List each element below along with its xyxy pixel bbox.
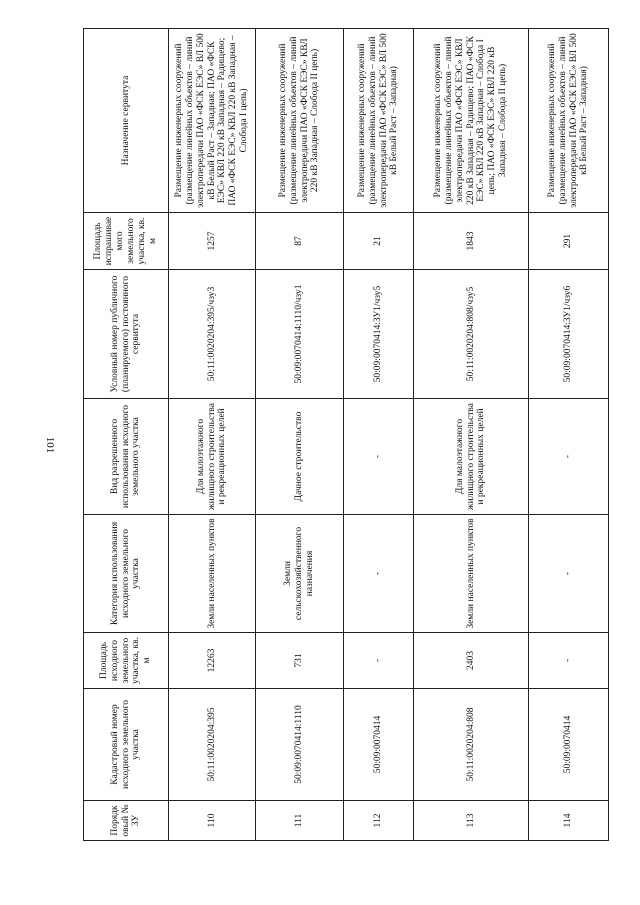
table-row — [169, 29, 256, 841]
cell-src-area: - — [529, 633, 609, 689]
table-row — [256, 29, 344, 841]
cell-permitted-use: Для малоэтажного жилищного строительства и рекреационных целей — [414, 399, 529, 515]
cell-conditional-number: 50:09:0070414:ЗУ1/чзу5 — [344, 270, 414, 399]
table-row — [529, 29, 609, 841]
cell-cadastral: 50:11:0020204:808 — [414, 689, 529, 801]
servitude-table — [83, 28, 609, 841]
cell-used-area: 291 — [529, 213, 609, 270]
cell-permitted-use: Дачное строительство — [256, 399, 344, 515]
header-no: Порядковый № ЗУ — [84, 801, 169, 841]
cell-category: Земли населенных пунктов — [414, 515, 529, 633]
cell-no: 113 — [414, 801, 529, 841]
cell-no: 110 — [169, 801, 256, 841]
table-header-row — [84, 29, 169, 841]
header-category: Категория использования исходного земельного участка — [84, 515, 169, 633]
cell-purpose: Размещение инженерных сооружений (размещение линейных объектов – линий электропередачи ПАО «ФСК ЕЭС» ВЛ 500 кВ Белый Раст – Западная; ПАО «ФСК ЕЭС» КВЛ 220 кВ Западная – Радищево; ПАО «ФСК ЕЭС» КВЛ 220 кВ Западная – Слобода I цепь) — [169, 29, 256, 213]
cell-category: - — [529, 515, 609, 633]
cell-purpose: Размещение инженерных сооружений (размещение линейных объектов – линий электропередачи ПАО «ФСК ЕЭС» КВЛ 220 кВ Западная – Радищево; ПАО «ФСК ЕЭС» КВЛ 220 кВ Западная – Слобода I цепь; ПАО «ФСК ЕЭС» КВЛ 220 кВ Западная – Слобода II цепь) — [414, 29, 529, 213]
cell-no: 114 — [529, 801, 609, 841]
cell-category: - — [344, 515, 414, 633]
cell-used-area: 87 — [256, 213, 344, 270]
cell-category: Земли населенных пунктов — [169, 515, 256, 633]
rotated-table-container — [83, 29, 603, 841]
header-purpose: Назначение сервитута — [84, 29, 169, 213]
cell-used-area: 1843 — [414, 213, 529, 270]
table-row — [414, 29, 529, 841]
cell-no: 112 — [344, 801, 414, 841]
cell-purpose: Размещение инженерных сооружений (размещение линейных объектов – линий электропередачи ПАО «ФСК ЕЭС» ВЛ 500 кВ Белый Раст – Западная) — [344, 29, 414, 213]
cell-conditional-number: 50:09:0070414:ЗУ1/чзу6 — [529, 270, 609, 399]
cell-purpose: Размещение инженерных сооружений (размещение линейных объектов – линий электропередачи ПАО «ФСК ЕЭС» КВЛ 220 кВ Западная – Слобода II цепь) — [256, 29, 344, 213]
cell-purpose: Размещение инженерных сооружений (размещение линейных объектов – линий электропередачи ПАО «ФСК ЕЭС» ВЛ 500 кВ Белый Раст – Западная) — [529, 29, 609, 213]
cell-conditional-number: 50:09:0070414:1110/чзу1 — [256, 270, 344, 399]
cell-permitted-use: - — [344, 399, 414, 515]
cell-category: Земли сельскохозяйственного назначения — [256, 515, 344, 633]
cell-cadastral: 50:09:0070414 — [344, 689, 414, 801]
header-used-area: Площадь испрашиваемого земельного участка, кв. м — [84, 213, 169, 270]
cell-src-area: 2403 — [414, 633, 529, 689]
cell-permitted-use: Для малоэтажного жилищного строительства и рекреационных целей — [169, 399, 256, 515]
cell-cadastral: 50:09:0070414 — [529, 689, 609, 801]
cell-src-area: - — [344, 633, 414, 689]
header-conditional-number: Условный номер публичного (планируемого) постоянного сервитута — [84, 270, 169, 399]
cell-src-area: 731 — [256, 633, 344, 689]
page-number: 101 — [44, 436, 56, 454]
header-src-area: Площадь исходного земельного участка, кв. м — [84, 633, 169, 689]
table-row — [344, 29, 414, 841]
cell-used-area: 21 — [344, 213, 414, 270]
cell-cadastral: 50:11:0020204:395 — [169, 689, 256, 801]
cell-permitted-use: - — [529, 399, 609, 515]
cell-no: 111 — [256, 801, 344, 841]
cell-conditional-number: 50:11:0020204:808/чзу5 — [414, 270, 529, 399]
cell-cadastral: 50:09:0070414:1110 — [256, 689, 344, 801]
cell-used-area: 1257 — [169, 213, 256, 270]
header-cadastral: Кадастровый номер исходного земельного участка — [84, 689, 169, 801]
cell-src-area: 12263 — [169, 633, 256, 689]
cell-conditional-number: 50:11:0020204:395/чзу3 — [169, 270, 256, 399]
header-permitted-use: Вид разрешенного использования исходного земельного участка — [84, 399, 169, 515]
